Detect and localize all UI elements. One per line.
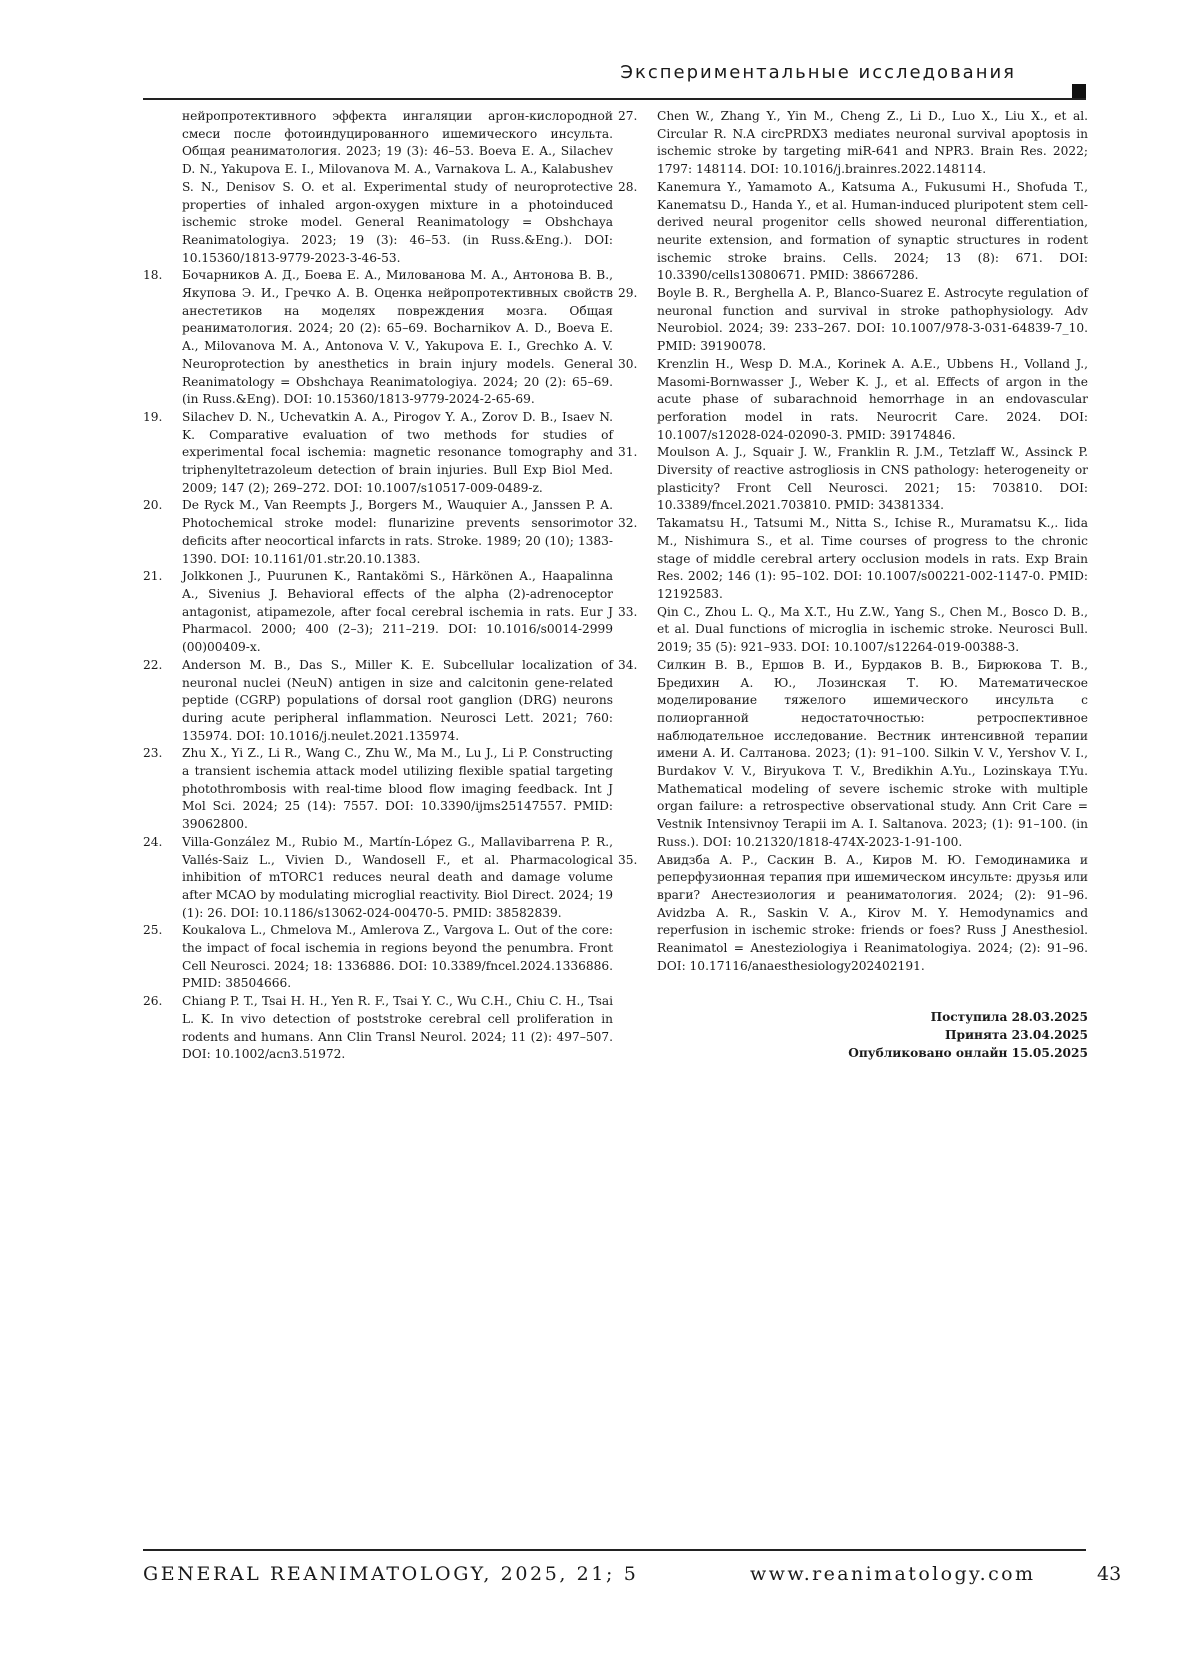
accepted-date: Принята 23.04.2025: [944, 1028, 1088, 1043]
reference-item: [618, 515, 1088, 604]
references-right-column: [618, 108, 1088, 1063]
reference-number: 33.: [618, 604, 638, 619]
reference-item: [143, 993, 613, 1064]
footer-website: www.reanimatology.com: [750, 1563, 1036, 1585]
reference-text: Chiang P. T., Tsai H. H., Yen R. F., Tsai Y. C., Wu C.H., Chiu C. H., Tsai L. K. In vivo detection of poststroke cerebral cell proliferation in rodents and humans. Ann Clin Transl Neurol. 2024; 11 (2): 497–507. DOI: 10.1002/acn3.51972.: [182, 994, 613, 1062]
reference-item: [618, 657, 1088, 852]
reference-text: Qin C., Zhou L. Q., Ma X.T., Hu Z.W., Yang S., Chen M., Bosco D. B., et al. Dual functions of microglia in ischemic stroke. Neurosci Bull. 2019; 35 (5): 921–933. DOI: 10.1007/s12264-019-00388-3.: [657, 604, 1088, 655]
reference-number: 30.: [618, 356, 638, 371]
reference-number: 24.: [143, 834, 163, 849]
reference-item: [143, 497, 613, 568]
reference-number: 20.: [143, 498, 163, 513]
received-date: Поступила 28.03.2025: [930, 1010, 1088, 1025]
reference-number: 23.: [143, 746, 163, 761]
reference-text: Moulson A. J., Squair J. W., Franklin R. J.M., Tetzlaff W., Assinck P. Diversity of reactive astrogliosis in CNS pathology: heterogeneity or plasticity? Front Cell Neurosci. 2021; 15: 703810. DOI: 10.3389/fncel.2021.703810. PMID: 34381334.: [657, 445, 1088, 513]
header-square-marker: [1072, 84, 1086, 98]
reference-text: De Ryck M., Van Reempts J., Borgers M., Wauquier A., Janssen P. A. Photochemical stroke model: flunarizine prevents sensorimotor deficits after neocortical infarcts in rats. Stroke. 1989; 20 (10); 1383-1390. DOI: 10.1161/01.str.20.10.1383.: [182, 498, 613, 566]
reference-number: 19.: [143, 409, 163, 424]
reference-text: Chen W., Zhang Y., Yin M., Cheng Z., Li D., Luo X., Liu X., et al. Circular R. N.A circPRDX3 mediates neuronal survival apoptosis in ischemic stroke by targeting miR-641 and NPR3. Brain Res. 2022; 1797: 148114. DOI: 10.1016/j.brainres.2022.148114.: [657, 109, 1088, 177]
reference-number: 22.: [143, 657, 163, 672]
reference-item: [143, 657, 613, 746]
reference-number: 35.: [618, 852, 638, 867]
reference-number: 18.: [143, 268, 163, 283]
footer-journal-title: GENERAL REANIMATOLOGY, 2025, 21; 5: [143, 1563, 639, 1585]
reference-text: Jolkkonen J., Puurunen K., Rantakömi S., Härkönen A., Haapalinna A., Sivenius J. Behavioral effects of the alpha (2)-adrenoceptor antagonist, atipamezole, after focal cerebral ischemia in rats. Eur J Pharmacol. 2000; 400 (2–3); 211–219. DOI: 10.1016/s0014-2999 (00)00409-x.: [182, 569, 613, 655]
reference-item: [618, 356, 1088, 445]
article-dates: [618, 1009, 1088, 1062]
reference-text: Villa-González M., Rubio M., Martín-López G., Mallavibarrena P. R., Vallés-Saiz L., Vivien D., Wandosell F., et al. Pharmacological inhibition of mTORC1 reduces neural death and damage volume after MCAO by modulating microglial reactivity. Biol Direct. 2024; 19 (1): 26. DOI: 10.1186/s13062-024-00470-5. PMID: 38582839.: [182, 834, 613, 920]
reference-number: 31.: [618, 445, 638, 460]
reference-item: [618, 179, 1088, 285]
reference-number: 28.: [618, 179, 638, 194]
reference-text: Silachev D. N., Uchevatkin A. A., Pirogov Y. A., Zorov D. B., Isaev N. K. Comparative evaluation of two methods for studies of experimental focal ischemia: magnetic resonance tomography and triphenyltetrazoleum detection of brain injuries. Bull Exp Biol Med. 2009; 147 (2); 269–272. DOI: 10.1007/s10517-009-0489-z.: [182, 409, 613, 495]
reference-item: [143, 568, 613, 657]
reference-item: [143, 834, 613, 923]
reference-number: 32.: [618, 516, 638, 531]
reference-text: Бочарников А. Д., Боева Е. А., Милованова М. А., Антонова В. В., Якупова Э. И., Гречко А. В. Оценка нейропротективных свойств анестетиков на моделях повреждения мозга. Общая реаниматология. 2024; 20 (2): 65–69. Bocharnikov A. D., Boeva E. A., Milovanova M. A., Antonova V. V., Yakupova E. I., Grechko A. V. Neuroprotection by anesthetics in brain injury models. General Reanimatology = Obshchaya Reanimatologiya. 2024; 20 (2): 65–69. (in Russ.&Eng). DOI: 10.15360/1813-9779-2024-2-65-69.: [182, 268, 613, 407]
reference-text: Boyle B. R., Berghella A. P., Blanco-Suarez E. Astrocyte regulation of neuronal function and survival in stroke pathophysiology. Adv Neurobiol. 2024; 39: 233–267. DOI: 10.1007/978-3-031-64839-7_10. PMID: 39190078.: [657, 286, 1088, 354]
reference-text: Kanemura Y., Yamamoto A., Katsuma A., Fukusumi H., Shofuda T., Kanematsu D., Handa Y., et al. Human-induced pluripotent stem cell-derived neural progenitor cells showed neuronal differentiation, neurite extension, and formation of synaptic structures in rodent ischemic stroke brains. Cells. 2024; 13 (8): 671. DOI: 10.3390/cells13080671. PMID: 38667286.: [657, 179, 1088, 283]
reference-number: 34.: [618, 657, 638, 672]
header-rule: [143, 98, 1086, 100]
reference-text: нейропротективного эффекта ингаляции аргон-кислородной смеси после фотоиндуцированного ишемического инсульта. Общая реаниматология. 2023; 19 (3): 46–53. Boeva E. A., Silachev D. N., Yakupova E. I., Milovanova M. A., Varnakova L. A., Kalabushev S. N., Denisov S. O. et al. Experimental study of neuroprotective properties of inhaled argon-oxygen mixture in a photoinduced ischemic stroke model. General Reanimatology = Obshchaya Reanimatologiya. 2023; 19 (3): 46–53. (in Russ.&Eng.). DOI: 10.15360/1813-9779-2023-3-46-53.: [182, 109, 613, 265]
reference-item: [143, 267, 613, 409]
reference-text: Zhu X., Yi Z., Li R., Wang C., Zhu W., Ma M., Lu J., Li P. Constructing a transient ischemia attack model utilizing flexible spatial targeting photothrombosis with real-time blood flow imaging feedback. Int J Mol Sci. 2024; 25 (14): 7557. DOI: 10.3390/ijms25147557. PMID: 39062800.: [182, 746, 613, 832]
footer-rule: [143, 1549, 1086, 1551]
references-left-column: [143, 108, 613, 1064]
reference-text: Krenzlin H., Wesp D. M.A., Korinek A. A.E., Ubbens H., Volland J., Masomi-Bornwasser J., Weber K. J., et al. Effects of argon in the acute phase of subarachnoid hemorrhage in an endovascular perforation model in rats. Neurocrit Care. 2024. DOI: 10.1007/s12028-024-02090-3. PMID: 39174846.: [657, 356, 1088, 442]
section-title: Экспериментальные исследования: [620, 62, 1016, 83]
reference-item: [618, 285, 1088, 356]
reference-number: 26.: [143, 994, 163, 1009]
reference-item: [143, 745, 613, 834]
reference-text: Takamatsu H., Tatsumi M., Nitta S., Ichise R., Muramatsu K.,. Iida M., Nishimura S., et al. Time courses of progress to the chronic stage of middle cerebral artery occlusion models in rats. Exp Brain Res. 2002; 146 (1): 95–102. DOI: 10.1007/s00221-002-1147-0. PMID: 12192583.: [657, 516, 1088, 601]
reference-item: [143, 409, 613, 498]
reference-item: [618, 108, 1088, 179]
published-date: Опубликовано онлайн 15.05.2025: [848, 1045, 1088, 1060]
reference-item: [618, 852, 1088, 976]
reference-item: [618, 444, 1088, 515]
reference-item: [143, 922, 613, 993]
reference-item: [618, 604, 1088, 657]
reference-number: 27.: [618, 109, 638, 123]
reference-number: 21.: [143, 569, 163, 584]
reference-text: Koukalova L., Chmelova M., Amlerova Z., Vargova L. Out of the core: the impact of focal ischemia in regions beyond the penumbra. Front Cell Neurosci. 2024; 18: 1336886. DOI: 10.3389/fncel.2024.1336886. PMID: 38504666.: [182, 923, 613, 991]
reference-text: Авидзба А. Р., Саскин В. А., Киров М. Ю. Гемодинамика и реперфузионная терапия при ишемическом инсульте: друзья или враги? Анестезиология и реаниматология. 2024; (2): 91–96. Avidzba A. R., Saskin V. A., Kirov M. Y. Hemodynamics and reperfusion in ischemic stroke: friends or foes? Russ J Anesthesiol. Reanimatol = Anesteziologiya i Reanimatologiya. 2024; (2): 91–96. DOI: 10.17116/anaesthesiology202402191.: [657, 852, 1088, 973]
reference-number: 29.: [618, 286, 638, 301]
page-number: 43: [1097, 1563, 1122, 1585]
reference-number: 25.: [143, 923, 163, 938]
reference-item: [143, 108, 613, 267]
reference-text: Anderson M. B., Das S., Miller K. E. Subcellular localization of neuronal nuclei (NeuN) antigen in size and calcitonin gene-related peptide (CGRP) populations of dorsal root ganglion (DRG) neurons during acute peripheral inflammation. Neurosci Lett. 2021; 760: 135974. DOI: 10.1016/j.neulet.2021.135974.: [182, 657, 613, 743]
reference-text: Силкин В. В., Ершов В. И., Бурдаков В. В., Бирюкова Т. В., Бредихин А. Ю., Лозинская Т. Ю. Математическое моделирование тяжелого ишемического инсульта с полиорганной недостаточностью: ретроспективное наблюдательное исследование. Вестник интенсивной терапии имени А. И. Салтанова. 2023; (1): 91–100. Silkin V. V., Yershov V. I., Burdakov V. V., Biryukova T. V., Bredikhin A.Yu., Lozinskaya T.Yu. Mathematical modeling of severe ischemic stroke with multiple organ failure: a retrospective observational study. Ann Crit Care = Vestnik Intensivnoy Terapii im A. I. Saltanova. 2023; (1): 91–100. (in Russ.). DOI: 10.21320/1818-474X-2023-1-91-100.: [657, 657, 1088, 849]
